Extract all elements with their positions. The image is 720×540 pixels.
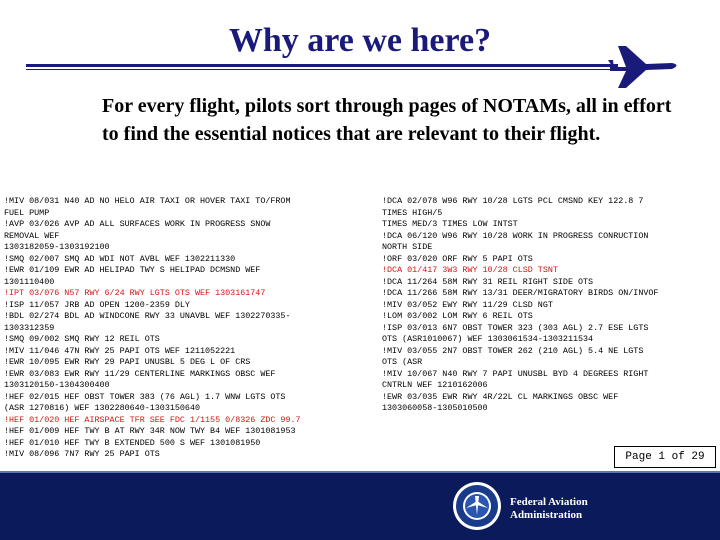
title-underline-thin — [26, 69, 618, 70]
notam-item: !EWR 03/083 EWR RWY 11/29 CENTERLINE MARKINGS OBSC WEF 1303120150-1304300400 — [4, 368, 276, 390]
notam-item: !DCA 02/078 W96 RWY 10/28 LGTS PCL CMSND KEY 122.8 7 TIMES HIGH/5 TIMES MED/3 TIMES LOW INTST — [382, 196, 644, 229]
notam-item: !AVP 03/026 AVP AD ALL SURFACES WORK IN PROGRESS SNOW REMOVAL WEF 1303182059-1303192100 — [4, 219, 271, 252]
notam-item-highlighted: !DCA 01/417 3W3 RWY 10/28 CLSD TSNT — [382, 265, 558, 275]
notam-item: !SMQ 09/002 SMQ RWY 12 REIL OTS — [4, 334, 160, 344]
notam-item: !SMQ 02/007 SMQ AD WDI NOT AVBL WEF 1302211330 — [4, 253, 236, 264]
notam-item-highlighted: !IPT 03/076 N57 RWY 6/24 RWY LGTS OTS WEF 1303161747 — [4, 288, 266, 298]
notam-item: !MIV 03/052 EWY RWY 11/29 CLSD NGT — [382, 299, 553, 310]
notam-item: !DCA 11/264 58M RWY 31 REIL RIGHT SIDE OTS — [382, 276, 594, 287]
notam-list-right — [382, 196, 716, 415]
notam-item: !BDL 02/274 BDL AD WINDCONE RWY 33 UNAVBL WEF 1302270335- 1303312359 — [4, 311, 291, 333]
notam-item: !HEF 02/015 HEF OBST TOWER 383 (76 AGL) 1.7 WNW LGTS OTS (ASR 1270816) WEF 1302280640-1303150640 — [4, 391, 286, 413]
page-indicator: Page 1 of 29 — [614, 446, 716, 468]
notam-item: !EWR 03/035 EWR RWY 4R/22L CL MARKINGS OBSC WEF 1303060058-1305010500 — [382, 391, 619, 413]
notam-item: !DCA 06/120 W96 RWY 10/28 WORK IN PROGRESS CONRUCTION NORTH SIDE — [382, 230, 649, 252]
notam-item-highlighted: !HEF 01/020 HEF AIRSPACE TFR SEE FDC 1/1155 0/8326 ZDC 99.7 — [4, 414, 301, 425]
title-underline — [26, 64, 618, 67]
agency-name — [510, 496, 620, 522]
agency-line-2: Administration — [510, 509, 583, 521]
intro-text: For every flight, pilots sort through pages of NOTAMs, all in effort to find the essential notices that are relevant to their flight. — [102, 95, 672, 145]
notam-item: !ISP 03/013 6N7 OBST TOWER 323 (303 AGL) 2.7 ESE LGTS OTS (ASR1010067) WEF 1303061534-1303211534 — [382, 322, 649, 344]
notam-item: !HEF 01/009 HEF TWY B AT RWY 34R NOW TWY B4 WEF 1301081953 — [4, 426, 296, 436]
airplane-icon — [608, 40, 682, 90]
notam-item: !MIV 08/096 7N7 RWY 25 PAPI OTS — [4, 449, 160, 459]
notam-item: !ORF 03/020 ORF RWY 5 PAPI OTS — [382, 253, 533, 264]
notam-list-left — [4, 196, 364, 461]
notam-item: !MIV 10/067 N40 RWY 7 PAPI UNUSBL BYD 4 DEGREES RIGHT CNTRLN WEF 1210162006 — [382, 368, 649, 390]
notam-item: !DCA 11/266 58M RWY 13/31 DEER/MIGRATORY BIRDS ON/INVOF — [382, 288, 659, 298]
notam-item: !MIV 03/055 2N7 OBST TOWER 262 (210 AGL) 5.4 NE LGTS OTS (ASR — [382, 345, 644, 367]
notam-item: !HEF 01/010 HEF TWY B EXTENDED 500 S WEF 1301081950 — [4, 437, 261, 448]
slide-title: Why are we here? — [228, 22, 492, 59]
faa-seal-icon — [452, 481, 502, 531]
agency-line-1: Federal Aviation — [510, 496, 588, 508]
notam-item: !MIV 11/046 47N RWY 25 PAPI OTS WEF 1211052221 — [4, 345, 236, 356]
notam-item: !EWR 01/109 EWR AD HELIPAD TWY S HELIPAD DCMSND WEF 1301110400 — [4, 265, 261, 287]
notam-item: !ISP 11/057 JRB AD OPEN 1200-2359 DLY — [4, 299, 190, 310]
notam-item: !MIV 08/031 N40 AD NO HELO AIR TAXI OR HOVER TAXI TO/FROM FUEL PUMP — [4, 196, 291, 218]
notam-item: !LOM 03/002 LOM RWY 6 REIL OTS — [382, 311, 533, 321]
footer-accent-line — [0, 471, 720, 473]
notam-item: !EWR 10/095 EWR RWY 29 PAPI UNUSBL 5 DEG L OF CRS — [4, 357, 251, 367]
